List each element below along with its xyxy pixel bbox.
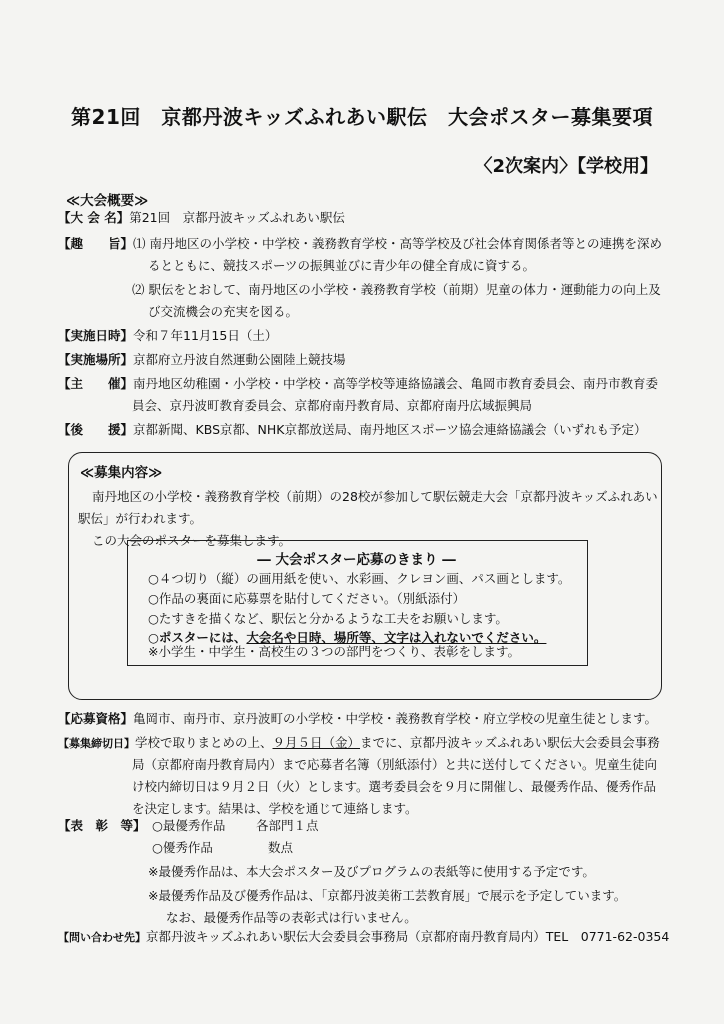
overview-name-row [58,207,345,229]
page-title: 第21回 京都丹波キッズふれあい駅伝 大会ポスター募集要項 [71,105,653,129]
overview-date-row [58,325,277,347]
recruit-text-c: この大会のポスターを募集します。 [92,533,292,548]
place-label: 【実施場所】 [58,352,134,367]
deadline-line1-prefix: 学校で取りまとめの上、 [135,735,273,750]
deadline-line3: け校内締切日は９月２日（火）とします。選考委員会を９月に開催し、最優秀作品、優秀作品 [132,779,657,794]
recruit-text-b: 駅伝」が行われます。 [78,511,203,526]
award-note-3: なお、最優秀作品等の表彰式は行いません。 [166,910,417,925]
purpose-1a: ⑴ 南丹地区の小学校・中学校・義務教育学校・高等学校及び社会体育関係者等との連携を深め [133,236,662,251]
rule-2: ○作品の裏面に応募票を貼付してください。（別紙添付） [148,591,466,606]
overview-place-row [58,349,346,371]
contact-label: 【問い合わせ先】 [58,931,146,944]
purpose-label: 【趣 旨】 [58,236,134,251]
overview-host-row [58,373,658,395]
deadline-row [58,732,660,755]
purpose-1b: るとともに、競技スポーツの振興並びに青少年の健全育成に資する。 [148,258,536,273]
award-row [58,815,146,837]
name-label: 【大 会 名】 [58,210,130,225]
deadline-date: ９月５日（金） [272,735,361,750]
rules-title: ― 大会ポスター応募のきまり ― [257,552,456,568]
eligibility-row [58,708,657,730]
contact-value: 京都丹波キッズふれあい駅伝大会委員会事務局（京都府南丹教育局内）TEL 0771-62-0354 [146,929,670,944]
support-value: 京都新聞、KBS京都、NHK京都放送局、南丹地区スポーツ協会連絡協議会（いずれも予定） [133,422,647,437]
award-label: 【表 彰 等】 [58,818,146,833]
award-excellent-count: 数点 [268,840,294,855]
support-label: 【後 援】 [58,422,134,437]
deadline-line2: 局（京都府南丹教育局内）まで応募者名簿（別紙添付）と共に送付してください。児童生徒向 [132,757,658,772]
date-value: 令和７年11月15日（土） [133,328,278,343]
purpose-2a: ⑵ 駅伝をとおして、南丹地区の小学校・義務教育学校（前期）児童の体力・運動能力の向上及 [132,282,661,297]
page-subtitle: 〈2次案内〉【学校用】 [474,156,658,177]
contact-row [58,926,669,949]
recruit-text-a: 南丹地区の小学校・義務教育学校（前期）の28校が参加して駅伝競走大会「京都丹波キッズふれあい [92,489,658,504]
place-value: 京都府立丹波自然運動公園陸上競技場 [133,352,346,367]
overview-purpose-row [58,233,662,255]
award-excellent-name: ○優秀作品 [152,840,213,855]
purpose-2b: び交流機会の充実を図る。 [148,304,299,319]
rule-1: ○４つ切り（縦）の画用紙を使い、水彩画、クレヨン画、パス画とします。 [148,571,571,586]
date-label: 【実施日時】 [58,328,134,343]
award-top-count: 各部門１点 [256,818,319,833]
host-a: 南丹地区幼稚園・小学校・中学校・高等学校等連絡協議会、亀岡市教育委員会、南丹市教育委 [133,376,659,391]
host-label: 【主 催】 [58,376,134,391]
deadline-line4: を決定します。結果は、学校を通じて連絡します。 [132,801,418,816]
rule-4-underlined: 大会名や日時、場所等、文字は入れないでください。 [246,630,547,645]
recruit-heading: ≪募集内容≫ [80,465,163,481]
deadline-label: 【募集締切日】 [58,737,135,750]
rule-3: ○たすきを描くなど、駅伝と分かるような工夫をお願いします。 [148,611,508,626]
rule-5: ※小学生・中学生・高校生の３つの部門をつくり、表彰をします。 [148,644,520,659]
host-b: 員会、京丹波町教育委員会、京都府南丹教育局、京都府南丹広域振興局 [132,398,533,413]
name-value: 第21回 京都丹波キッズふれあい駅伝 [129,210,345,225]
deadline-line1-suffix: までに、京都丹波キッズふれあい駅伝大会委員会事務 [360,735,660,750]
eligibility-label: 【応募資格】 [58,711,134,726]
eligibility-value: 亀岡市、南丹市、京丹波町の小学校・中学校・義務教育学校・府立学校の児童生徒とします。 [133,711,658,726]
overview-heading: ≪大会概要≫ [66,193,149,209]
rule-4-prefix: ○ポスターには、 [148,630,247,645]
award-top-name: ○最優秀作品 [152,818,226,833]
overview-support-row [58,419,646,441]
award-note-2: ※最優秀作品及び優秀作品は、「京都丹波美術工芸教育展」で展示を予定しています。 [148,888,627,903]
award-note-1: ※最優秀作品は、本大会ポスター及びプログラムの表紙等に使用する予定です。 [148,864,595,879]
